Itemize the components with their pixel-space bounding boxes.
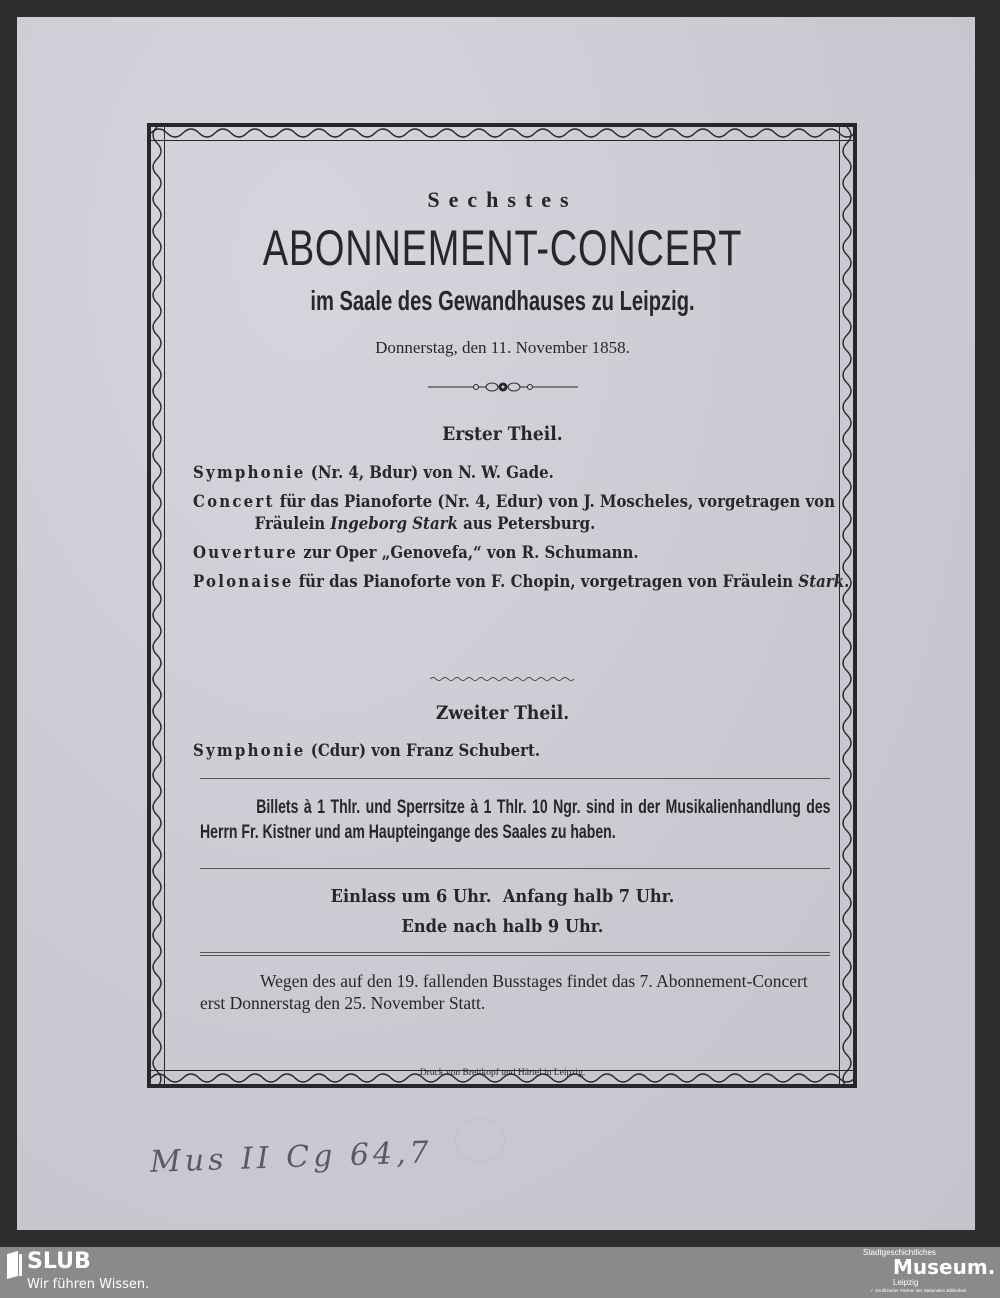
blind-stamp (455, 1118, 505, 1162)
museum-city: Leipzig (893, 1278, 919, 1287)
work-detail: für das Pianoforte (Nr. 4, Edur) von J. Moscheles, vorgetragen von Fräulein (254, 492, 836, 534)
program-item (193, 491, 894, 535)
museum-certification: ✓ Zertifizierter Partner der Nationalen Bibliothek (870, 1288, 967, 1293)
work-detail-tail: aus Petersburg. (457, 514, 596, 534)
notice-text: Wegen des auf den 19. fallenden Busstages findet das 7. Abonnement-Concert erst Donnerstag den 25. November Statt. (200, 971, 808, 1013)
heading-small: Sechstes (427, 187, 578, 212)
double-divider-line (200, 952, 830, 956)
part-1-list (193, 462, 850, 600)
program-item (193, 462, 894, 484)
ornamental-border-right (837, 123, 857, 1088)
work-detail: für das Pianoforte von F. Chopin, vorgetragen von Fräulein (293, 572, 799, 592)
program-item (193, 740, 894, 762)
divider-line (200, 868, 830, 869)
times-block (208, 882, 798, 942)
museum-logo-text[interactable]: Museum. (893, 1255, 996, 1279)
performer-name: Stark (798, 572, 845, 592)
end-time: Ende nach halb 9 Uhr. (401, 916, 604, 937)
work-type: Polonaise (193, 572, 294, 592)
work-detail: zur Oper „Genovefa,“ von R. Schumann. (297, 543, 639, 563)
venue-line: im Saale des Gewandhauses zu Leipzig. (310, 285, 695, 316)
museum-label-top: Stadtgeschichtliches (863, 1248, 936, 1257)
date-line: Donnerstag, den 11. November 1858. (375, 338, 630, 357)
work-type: Concert (193, 492, 275, 512)
part-2-heading: Zweiter Theil. (435, 702, 570, 724)
page-title: ABONNEMENT-CONCERT (262, 220, 743, 276)
divider-line (200, 778, 830, 779)
ticket-info-text: Billets à 1 Thlr. und Sperrsitze à 1 Thlr. 10 Ngr. sind in der Musikalienhandlung des Herrn Fr. Kistner und am Haupteingange des Saales zu haben. (200, 797, 831, 843)
performer-name: Ingeborg Stark (330, 514, 458, 534)
work-type: Symphonie (193, 741, 306, 761)
ornamental-border-left (147, 123, 167, 1088)
admission-times: Einlass um 6 Uhr. Anfang halb 7 Uhr. (330, 886, 675, 907)
part-2-list (193, 740, 833, 769)
slub-tagline: Wir führen Wissen. (27, 1277, 150, 1292)
work-detail: (Nr. 4, Bdur) von N. W. Gade. (305, 463, 554, 483)
slub-logo-text[interactable]: SLUB (27, 1249, 91, 1274)
ticket-info (200, 795, 830, 845)
program-item (193, 571, 894, 593)
postponement-notice (200, 970, 830, 1014)
work-type: Symphonie (193, 463, 306, 483)
printer-credit: Druck von Breitkopf und Härtel in Leipzig. (419, 1068, 586, 1078)
work-detail: (Cdur) von Franz Schubert. (305, 741, 541, 761)
certification-text: Zertifizierter Partner der Nationalen Bibliothek (875, 1288, 967, 1293)
work-detail-tail: . (844, 572, 850, 592)
part-1-heading: Erster Theil. (442, 423, 563, 445)
wavy-divider (430, 676, 575, 682)
handwritten-shelfmark: Mus II Cg 64,7 (149, 1135, 434, 1180)
footer-bar (0, 1247, 1000, 1298)
work-type: Ouverture (193, 543, 298, 563)
ornamental-border-top (147, 123, 857, 143)
divider-ornament-icon (428, 380, 578, 394)
program-item (193, 542, 894, 564)
slub-book-icon (6, 1251, 23, 1279)
